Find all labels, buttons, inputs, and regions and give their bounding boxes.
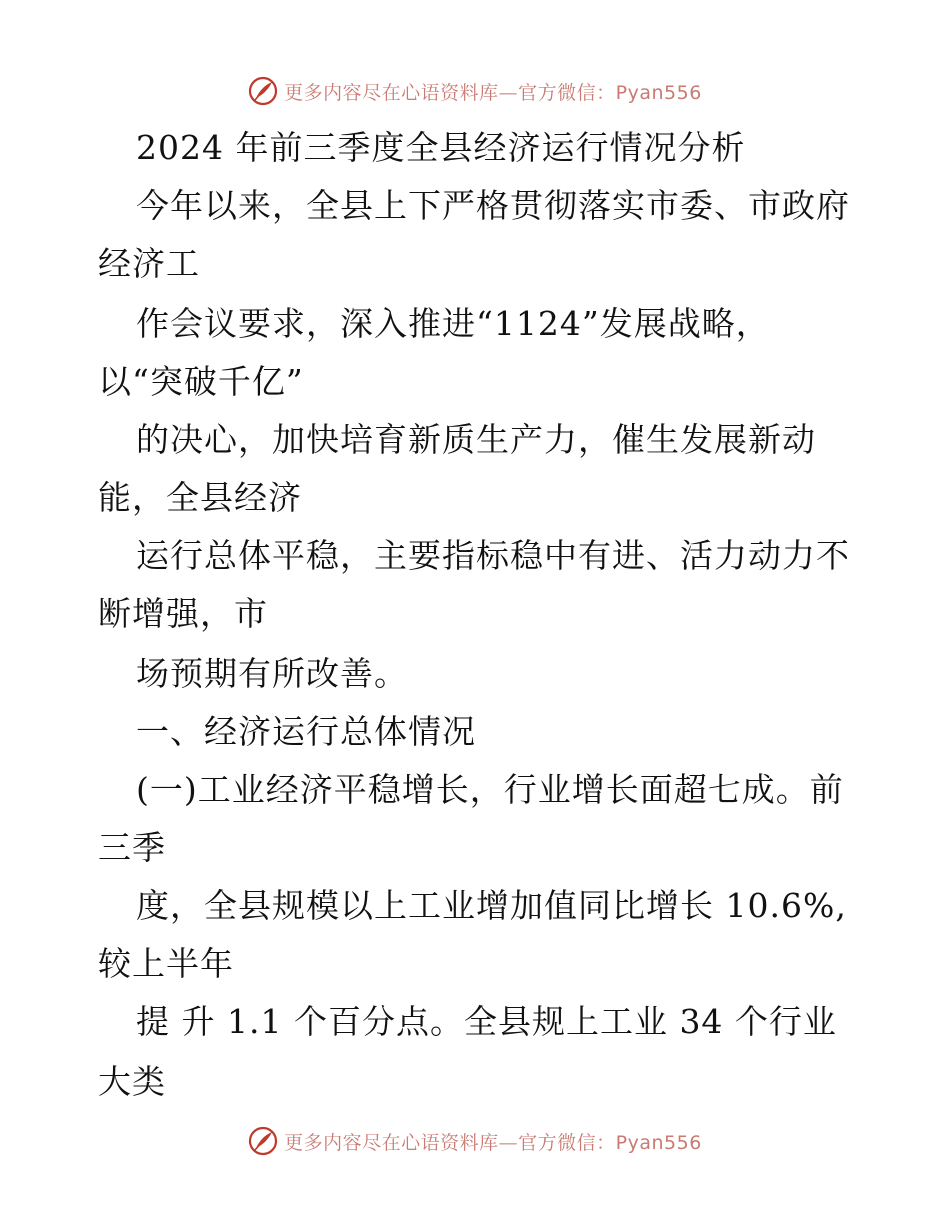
section-heading: 一、经济运行总体情况 [136, 712, 476, 751]
paragraph-line: 度，全县规模以上工业增加值同比增长 10.6%, [136, 886, 847, 925]
paragraph-line: 大类 [98, 1062, 166, 1101]
paragraph-line: 今年以来，全县上下严格贯彻落实市委、市政府 [136, 186, 850, 225]
header-watermark [0, 76, 950, 106]
watermark-text: 更多内容尽在心语资料库—官方微信：Pyan556 [284, 81, 702, 104]
paragraph-line: 较上半年 [98, 944, 234, 983]
paragraph-line: 运行总体平稳，主要指标稳中有进、活力动力不 [136, 536, 850, 575]
paragraph-line: 经济工 [98, 244, 200, 283]
paragraph-line: 断增强，市 [98, 594, 268, 633]
paragraph-line: 三季 [98, 828, 166, 867]
paragraph-line: 能，全县经济 [98, 478, 302, 517]
document-title: 2024 年前三季度全县经济运行情况分析 [136, 128, 746, 167]
watermark-text: 更多内容尽在心语资料库—官方微信：Pyan556 [284, 1131, 702, 1154]
paragraph-line: 场预期有所改善。 [136, 654, 408, 693]
feather-logo-icon [248, 1126, 278, 1156]
paragraph-line: 提 升 1.1 个百分点。全县规上工业 34 个行业 [136, 1002, 837, 1041]
feather-logo-icon [248, 76, 278, 106]
paragraph-line: 作会议要求，深入推进“1124”发展战略， [136, 304, 770, 343]
footer-watermark [0, 1126, 950, 1156]
paragraph-line: 的决心，加快培育新质生产力，催生发展新动 [136, 420, 816, 459]
paragraph-line: 以“突破千亿” [98, 362, 304, 401]
paragraph-line: (一)工业经济平稳增长，行业增长面超七成。前 [136, 770, 844, 809]
